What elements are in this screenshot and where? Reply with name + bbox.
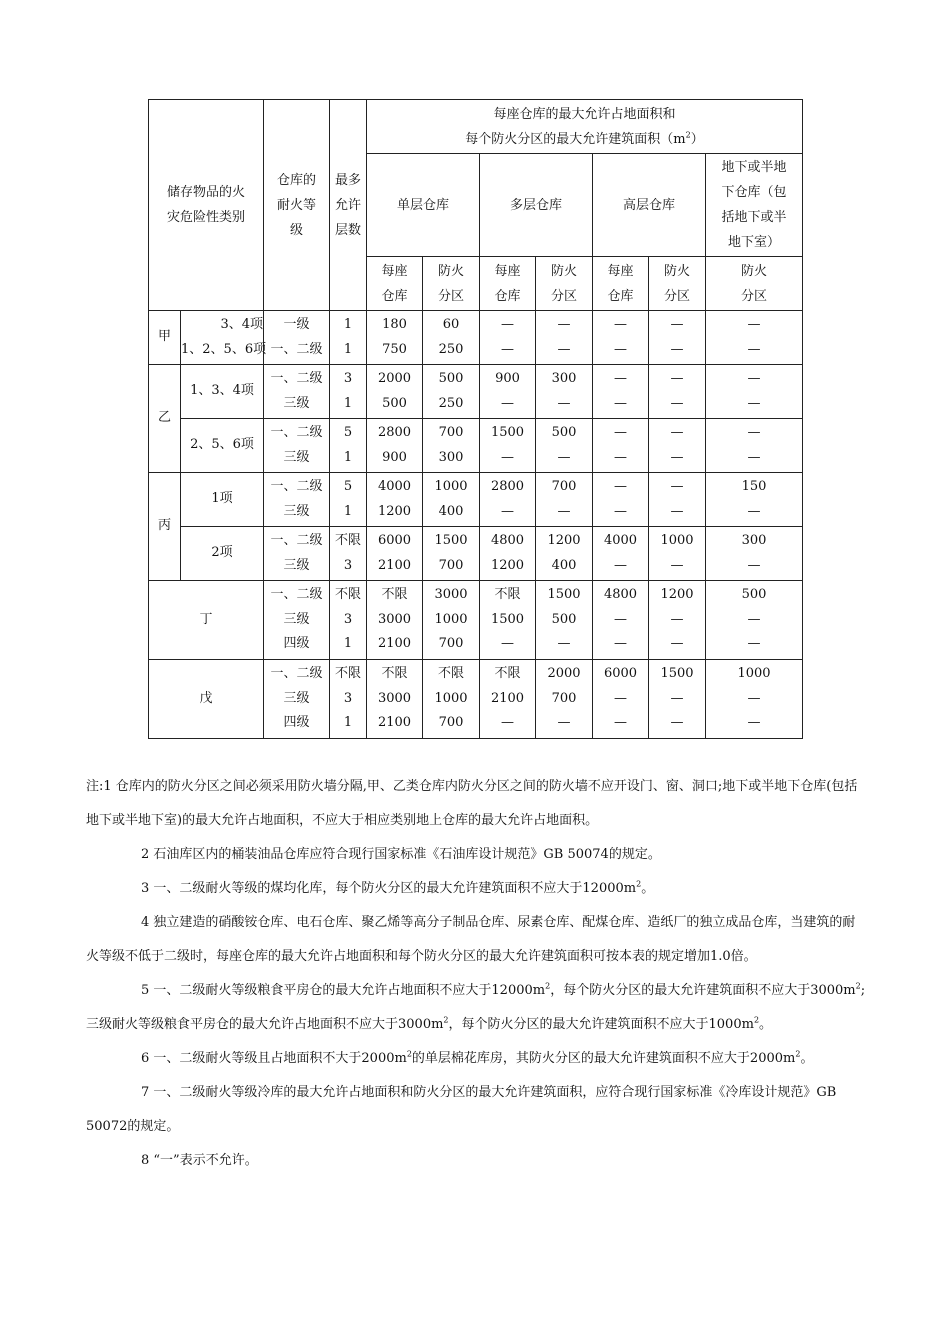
fire-rating-cell: 一、二级 三级	[264, 473, 330, 527]
max-floors-cell: 不限 3	[330, 527, 367, 581]
sub-per-zone: 防火 分区	[649, 257, 706, 311]
header-high-rise: 高层仓库	[593, 154, 706, 257]
fire-rating-cell: 一、二级 三级	[264, 527, 330, 581]
underground-per-zone-cell: 150 —	[706, 473, 803, 527]
sub-per-zone: 防火 分区	[423, 257, 480, 311]
note-6: 6 一、二级耐火等级且占地面积不大于$2000m^2$的单层棉花库房，其防火分区的最大允许建筑面积不应大于$2000m^2$。	[141, 1049, 814, 1066]
max-floors-cell: 3 1	[330, 365, 367, 419]
table-row	[149, 527, 803, 581]
max-floors-cell: 1 1	[330, 311, 367, 365]
multi-per-zone-cell: — —	[536, 311, 593, 365]
multi-per-zone-cell: 1200 400	[536, 527, 593, 581]
multi-per-warehouse-cell: 900 —	[480, 365, 536, 419]
high-per-warehouse-cell: 6000 — —	[593, 660, 649, 739]
header-underground: 地下或半地 下仓库（包 括地下或半 地下室）	[706, 154, 803, 257]
area-title-line-2: 每个防火分区的最大允许建筑面积$(m^2)$	[465, 130, 704, 147]
single-per-warehouse-cell: 2800 900	[367, 419, 423, 473]
header-category: 储存物品的火 灾危险性类别	[149, 100, 264, 311]
underground-per-zone-cell: 300 —	[706, 527, 803, 581]
fire-rating-cell: 一、二级 三级	[264, 365, 330, 419]
max-floors-cell: 5 1	[330, 473, 367, 527]
max-floors-cell: 5 1	[330, 419, 367, 473]
header-max-floors: 最多 允许 层数	[330, 100, 367, 311]
high-per-warehouse-cell: — —	[593, 419, 649, 473]
multi-per-zone-cell: 2000 700 —	[536, 660, 593, 739]
fire-rating-cell: 一、二级 三级	[264, 419, 330, 473]
multi-per-zone-cell: 1500 500 —	[536, 581, 593, 660]
single-per-warehouse-cell: 不限 3000 2100	[367, 660, 423, 739]
note-2: 2 石油库区内的桶装油品仓库应符合现行国家标准《石油库设计规范》GB 50074的规定。	[141, 847, 661, 862]
multi-per-warehouse-cell: 4800 1200	[480, 527, 536, 581]
single-per-warehouse-cell: 2000 500	[367, 365, 423, 419]
multi-per-warehouse-cell: 2800 —	[480, 473, 536, 527]
table-row	[149, 419, 803, 473]
single-per-zone-cell: 500 250	[423, 365, 480, 419]
note-1: 注:1 仓库内的防火分区之间必须采用防火墙分隔,甲、乙类仓库内防火分区之间的防火墙不应开设门、窗、洞口;地下或半地下仓库(包括地下或半地下室)的最大允许占地面积，不应大于相应类别地上仓库的最大允许占地面积。	[86, 779, 858, 828]
single-per-zone-cell: 700 300	[423, 419, 480, 473]
table-row	[149, 660, 803, 739]
underground-per-zone-cell: — —	[706, 311, 803, 365]
high-per-warehouse-cell: — —	[593, 473, 649, 527]
underground-per-zone-cell: 1000 — —	[706, 660, 803, 739]
header-area-title	[367, 100, 803, 154]
subcategory-cell: 3、4项 1、2、5、6项	[181, 311, 264, 365]
note-7: 7 一、二级耐火等级冷库的最大允许占地面积和防火分区的最大允许建筑面积，应符合现行国家标准《冷库设计规范》GB 50072的规定。	[86, 1085, 837, 1134]
single-per-warehouse-cell: 不限 3000 2100	[367, 581, 423, 660]
multi-per-warehouse-cell: 不限 2100 —	[480, 660, 536, 739]
table-row	[149, 311, 803, 365]
note-8: 8 “一”表示不允许。	[141, 1153, 258, 1168]
high-per-zone-cell: — —	[649, 419, 706, 473]
category-cell: 丁	[149, 581, 264, 660]
sub-per-warehouse: 每座 仓库	[480, 257, 536, 311]
note-4: 4 独立建造的硝酸铵仓库、电石仓库、聚乙烯等高分子制品仓库、尿素仓库、配煤仓库、造纸厂的独立成品仓库，当建筑的耐火等级不低于二级时，每座仓库的最大允许占地面积和每个防火分区的最大允许建筑面积可按本表的规定增加1.0倍。	[86, 915, 856, 964]
high-per-zone-cell: — —	[649, 311, 706, 365]
subcategory-cell: 2项	[181, 527, 264, 581]
subcategory-cell: 2、5、6项	[181, 419, 264, 473]
single-per-zone-cell: 3000 1000 700	[423, 581, 480, 660]
single-per-warehouse-cell: 4000 1200	[367, 473, 423, 527]
category-cell: 甲	[149, 311, 181, 365]
single-per-zone-cell: 60 250	[423, 311, 480, 365]
note-3: 3 一、二级耐火等级的煤均化库，每个防火分区的最大允许建筑面积不应大于$12000m^2$。	[141, 879, 655, 896]
category-cell: 丙	[149, 473, 181, 581]
table-row	[149, 473, 803, 527]
note-5: 5 一、二级耐火等级粮食平房仓的最大允许占地面积不应大于$12000m^2$，每个防火分区的最大允许建筑面积不应大于$3000m^2$;三级耐火等级粮食平房仓的最大允许占地面积不应大于$3000m^2$，每个防火分区的最大允许建筑面积不应大于$1000m^2$。	[86, 981, 866, 1032]
sub-per-zone: 防火 分区	[706, 257, 803, 311]
multi-per-zone-cell: 700 —	[536, 473, 593, 527]
max-floors-cell: 不限 3 1	[330, 581, 367, 660]
table-row	[149, 581, 803, 660]
area-title-line-1: 每座仓库的最大允许占地面积和	[493, 106, 676, 122]
single-per-zone-cell: 1000 400	[423, 473, 480, 527]
storage-area-table	[148, 99, 803, 739]
multi-per-zone-cell: 300 —	[536, 365, 593, 419]
table-notes	[86, 770, 866, 1178]
table-row	[149, 365, 803, 419]
high-per-warehouse-cell: 4800 — —	[593, 581, 649, 660]
high-per-zone-cell: 1200 — —	[649, 581, 706, 660]
fire-rating-cell: 一、二级 三级 四级	[264, 660, 330, 739]
sub-per-warehouse: 每座 仓库	[593, 257, 649, 311]
single-per-warehouse-cell: 180 750	[367, 311, 423, 365]
fire-rating-cell: 一级 一、二级	[264, 311, 330, 365]
high-per-warehouse-cell: 4000 —	[593, 527, 649, 581]
max-floors-cell: 不限 3 1	[330, 660, 367, 739]
header-single-floor: 单层仓库	[367, 154, 480, 257]
multi-per-warehouse-cell: — —	[480, 311, 536, 365]
high-per-warehouse-cell: — —	[593, 311, 649, 365]
high-per-zone-cell: 1000 —	[649, 527, 706, 581]
underground-per-zone-cell: — —	[706, 419, 803, 473]
single-per-warehouse-cell: 6000 2100	[367, 527, 423, 581]
underground-per-zone-cell: 500 — —	[706, 581, 803, 660]
single-per-zone-cell: 1500 700	[423, 527, 480, 581]
high-per-zone-cell: 1500 — —	[649, 660, 706, 739]
header-multi-floor: 多层仓库	[480, 154, 593, 257]
multi-per-warehouse-cell: 不限 1500 —	[480, 581, 536, 660]
high-per-warehouse-cell: — —	[593, 365, 649, 419]
sub-per-warehouse: 每座 仓库	[367, 257, 423, 311]
category-cell: 乙	[149, 365, 181, 473]
underground-per-zone-cell: — —	[706, 365, 803, 419]
high-per-zone-cell: — —	[649, 365, 706, 419]
sub-per-zone: 防火 分区	[536, 257, 593, 311]
single-per-zone-cell: 不限 1000 700	[423, 660, 480, 739]
subcategory-cell: 1项	[181, 473, 264, 527]
category-cell: 戊	[149, 660, 264, 739]
header-fire-rating: 仓库的 耐火等 级	[264, 100, 330, 311]
subcategory-cell: 1、3、4项	[181, 365, 264, 419]
multi-per-warehouse-cell: 1500 —	[480, 419, 536, 473]
multi-per-zone-cell: 500 —	[536, 419, 593, 473]
high-per-zone-cell: — —	[649, 473, 706, 527]
fire-rating-cell: 一、二级 三级 四级	[264, 581, 330, 660]
